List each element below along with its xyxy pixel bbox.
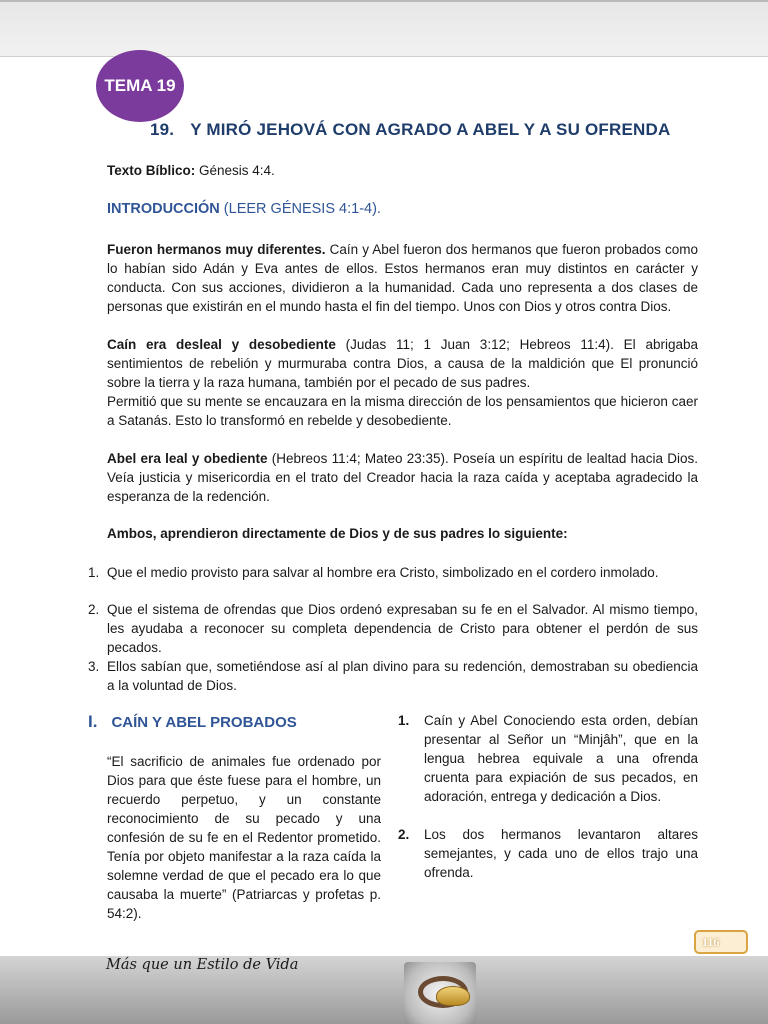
right-list-number: 1. (398, 713, 410, 728)
paragraph-body: (Hebreos 11:4; Mateo 23:35). Poseía un espíritu de lealtad hacia Dios. Veía justicia y misericordia en el trato del Creador hacia la raza caída y aceptaba agradecido la esperanza de la redención. (107, 451, 699, 504)
section-heading (88, 712, 297, 732)
crown-emblem-image (404, 962, 476, 1024)
paragraph-ambos (107, 524, 698, 543)
page-number: 116 (702, 934, 720, 949)
page-title (150, 120, 670, 140)
paragraph-lead: Ambos, aprendieron directamente de Dios y de sus padres lo siguiente: (107, 526, 568, 541)
right-list-text: Caín y Abel Conociendo esta orden, debían presentar al Señor un “Minjâh”, que en la lengua hebrea equivale a una ofrenda cruenta para expiación de sus pecados, en adoración, entrega y dedicación a Dios. (424, 713, 698, 804)
intro-subtitle: (LEER GÉNESIS 4:1-4). (219, 201, 381, 217)
list-text: Que el sistema de ofrendas que Dios ordenó expresaban su fe en el Salvador. Al mismo tiempo, les ayudaba a reconocer su completa dependencia de Cristo para obtener el perdón de sus pecados. (107, 602, 698, 655)
tema-badge (96, 50, 184, 122)
right-list-number: 2. (398, 827, 410, 842)
intro-title: INTRODUCCIÓN (107, 201, 220, 217)
section-roman: I. (88, 712, 98, 731)
paragraph-lead: Caín era desleal y desobediente (107, 337, 336, 352)
tema-badge-label: TEMA 19 (104, 76, 176, 95)
paragraph-permitio (107, 392, 698, 430)
list-item (88, 657, 698, 695)
right-list-item (398, 711, 698, 806)
paragraph-body: Permitió que su mente se encauzara en la misma dirección de los pensamientos que hicieron caer a Satanás. Esto lo transformó en rebelde y desobediente. (107, 394, 698, 428)
list-number: 2. (88, 602, 100, 617)
footer-slogan: Más que un Estilo de Vida (106, 957, 299, 973)
list-item (88, 600, 698, 657)
top-banner-rule (0, 0, 768, 2)
top-banner (0, 0, 768, 57)
paragraph-body: (Judas 11; 1 Juan 3:12; Hebreos 11:4). El abrigaba sentimientos de rebelión y murmuraba contra Dios, a causa de la maldición que El pronunció sobre la tierra y la raza humana, también por el pecado de sus padres. (107, 337, 698, 390)
bible-text-line (107, 161, 698, 180)
title-text: Y MIRÓ JEHOVÁ CON AGRADO A ABEL Y A SU OFRENDA (190, 120, 671, 139)
list-text: Ellos sabían que, sometiéndose así al plan divino para su redención, demostraban su obediencia a la voluntad de Dios. (107, 659, 698, 693)
list-number: 3. (88, 659, 100, 674)
title-number: 19. (150, 120, 175, 139)
list-number: 1. (88, 565, 100, 580)
paragraph-hermanos (107, 240, 698, 316)
list-item (88, 563, 698, 582)
right-list-item (398, 825, 698, 882)
gold-crown-icon (436, 986, 470, 1006)
list-text: Que el medio provisto para salvar al hombre era Cristo, simbolizado en el cordero inmolado. (107, 565, 659, 580)
bible-text-ref: Génesis 4:4. (195, 163, 275, 178)
bible-text-label: Texto Bíblico: (107, 163, 196, 178)
section-title: CAÍN Y ABEL PROBADOS (111, 714, 297, 731)
intro-heading (107, 201, 381, 217)
paragraph-lead: Abel era leal y obediente (107, 451, 268, 466)
paragraph-lead: Fueron hermanos muy diferentes. (107, 242, 326, 257)
right-list-text: Los dos hermanos levantaron altares semejantes, y cada uno de ellos trajo una ofrenda. (424, 827, 698, 880)
paragraph-body: Caín y Abel fueron dos hermanos que fueron probados como lo habían sido Adán y Eva antes de ellos. Estos hermanos eran muy distintos en carácter y conducta. Con sus acciones, dividieron a la humanidad. Cada uno representa a dos clases de personas que existirán en el mundo hasta el fin del tiempo. Unos con Dios y otros contra Dios. (107, 242, 698, 314)
paragraph-cain (107, 335, 698, 392)
quote-paragraph: “El sacrificio de animales fue ordenado por Dios para que éste fuese para el hombre, un recuerdo perpetuo, y un constante reconocimiento de su pecado y una confesión de su fe en el Redentor prometido. Tenía por objeto manifestar a la raza caída la solemne verdad de que el pecado era lo que causaba la muerte” (Patriarcas y profetas p. 54:2). (107, 754, 381, 921)
paragraph-abel (107, 449, 698, 506)
page-number-badge (694, 930, 748, 954)
